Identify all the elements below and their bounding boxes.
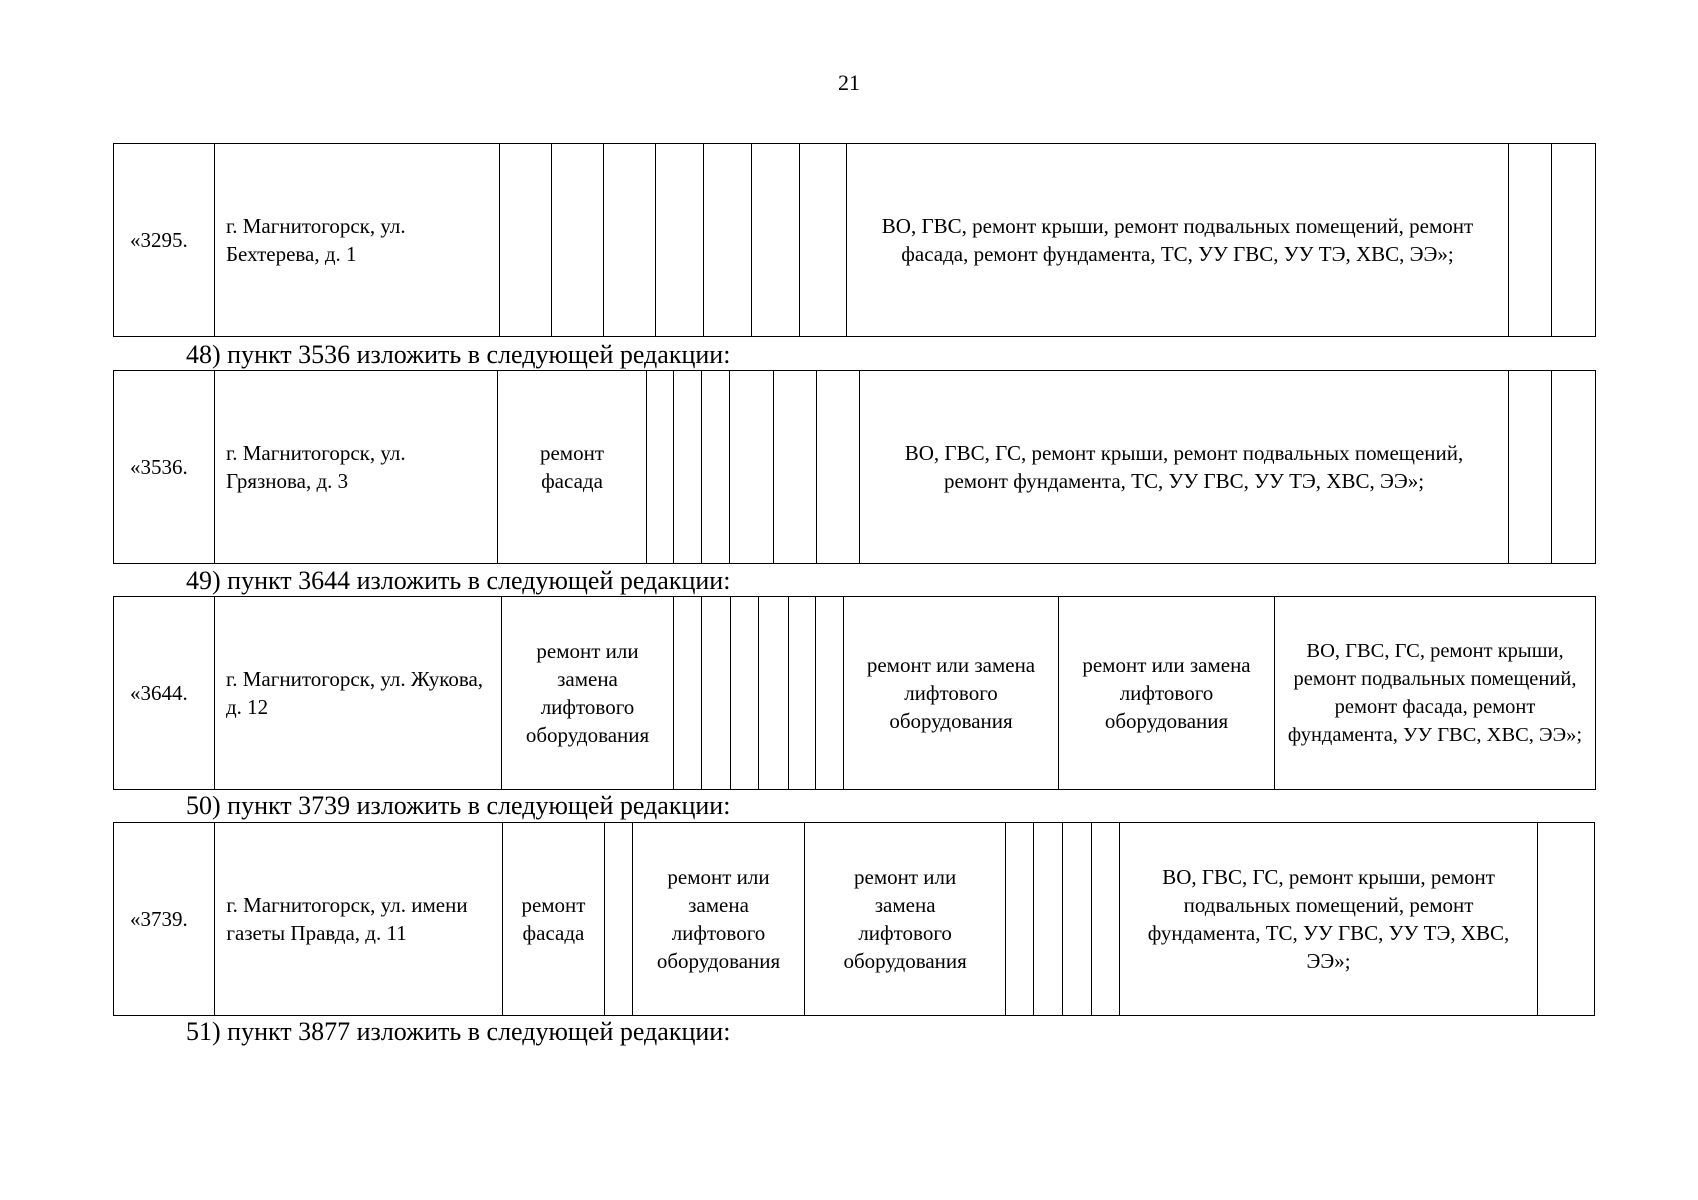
table-item-3739 — [113, 822, 1595, 1016]
empty-cell — [1537, 823, 1594, 1016]
empty-cell — [817, 371, 860, 564]
empty-cell — [1005, 823, 1033, 1016]
elevator-repair-cell: ремонт или замена лифтового оборудования — [1059, 597, 1275, 790]
item-number: «3739. — [114, 823, 215, 1016]
empty-cell — [816, 597, 844, 790]
elevator-repair-cell: ремонт или замена лифтового оборудования — [844, 597, 1059, 790]
empty-cell — [552, 144, 604, 337]
facade-repair-cell: ремонт фасада — [503, 823, 604, 1016]
empty-cell — [500, 144, 552, 337]
address-cell: г. Магнитогорск, ул. Бехтерева, д. 1 — [215, 144, 500, 337]
paragraph-49: 49) пункт 3644 изложить в следующей редакции: — [186, 566, 731, 595]
empty-cell — [731, 597, 759, 790]
facade-repair-cell: ремонт фасада — [498, 371, 647, 564]
table-item-3295 — [113, 143, 1596, 337]
empty-cell — [702, 597, 731, 790]
empty-cell — [800, 144, 847, 337]
paragraph-48: 48) пункт 3536 изложить в следующей редакции: — [186, 340, 731, 369]
address-cell: г. Магнитогорск, ул. Грязнова, д. 3 — [215, 371, 498, 564]
empty-cell — [604, 823, 632, 1016]
paragraph-51: 51) пункт 3877 изложить в следующей редакции: — [186, 1017, 731, 1046]
empty-cell — [1092, 823, 1120, 1016]
empty-cell — [674, 371, 702, 564]
paragraph-50: 50) пункт 3739 изложить в следующей редакции: — [186, 791, 731, 820]
address-cell: г. Магнитогорск, ул. имени газеты Правда, д. 11 — [215, 823, 503, 1016]
page-number: 21 — [838, 70, 860, 95]
empty-cell — [1034, 823, 1063, 1016]
empty-cell — [647, 371, 674, 564]
works-cell: ВО, ГВС, ГС, ремонт крыши, ремонт подвальных помещений, ремонт фундамента, ТС, УУ ГВС, УУ ТЭ, ХВС, ЭЭ»; — [1120, 823, 1537, 1016]
works-cell: ВО, ГВС, ремонт крыши, ремонт подвальных помещений, ремонт фасада, ремонт фундамента, ТС, УУ ГВС, УУ ТЭ, ХВС, ЭЭ»; — [847, 144, 1509, 337]
table-item-3644 — [113, 596, 1596, 790]
item-number: «3536. — [114, 371, 215, 564]
empty-cell — [1509, 371, 1552, 564]
empty-cell — [704, 144, 752, 337]
empty-cell — [1552, 371, 1596, 564]
empty-cell — [774, 371, 817, 564]
empty-cell — [752, 144, 800, 337]
empty-cell — [759, 597, 789, 790]
works-cell: ВО, ГВС, ГС, ремонт крыши, ремонт подвальных помещений, ремонт фундамента, ТС, УУ ГВС, УУ ТЭ, ХВС, ЭЭ»; — [860, 371, 1509, 564]
table-item-3536 — [113, 370, 1596, 564]
empty-cell — [1063, 823, 1092, 1016]
empty-cell — [789, 597, 816, 790]
empty-cell — [674, 597, 702, 790]
elevator-repair-cell: ремонт или замена лифтового оборудования — [632, 823, 805, 1016]
empty-cell — [656, 144, 704, 337]
empty-cell — [702, 371, 730, 564]
item-number: «3644. — [114, 597, 215, 790]
address-cell: г. Магнитогорск, ул. Жукова, д. 12 — [215, 597, 502, 790]
works-cell: ВО, ГВС, ГС, ремонт крыши, ремонт подвальных помещений, ремонт фасада, ремонт фундамента, УУ ГВС, ХВС, ЭЭ»; — [1275, 597, 1596, 790]
empty-cell — [1552, 144, 1596, 337]
empty-cell — [604, 144, 656, 337]
empty-cell — [730, 371, 774, 564]
item-number: «3295. — [114, 144, 215, 337]
elevator-repair-cell: ремонт или замена лифтового оборудования — [502, 597, 674, 790]
elevator-repair-cell: ремонт или замена лифтового оборудования — [805, 823, 1006, 1016]
empty-cell — [1509, 144, 1552, 337]
